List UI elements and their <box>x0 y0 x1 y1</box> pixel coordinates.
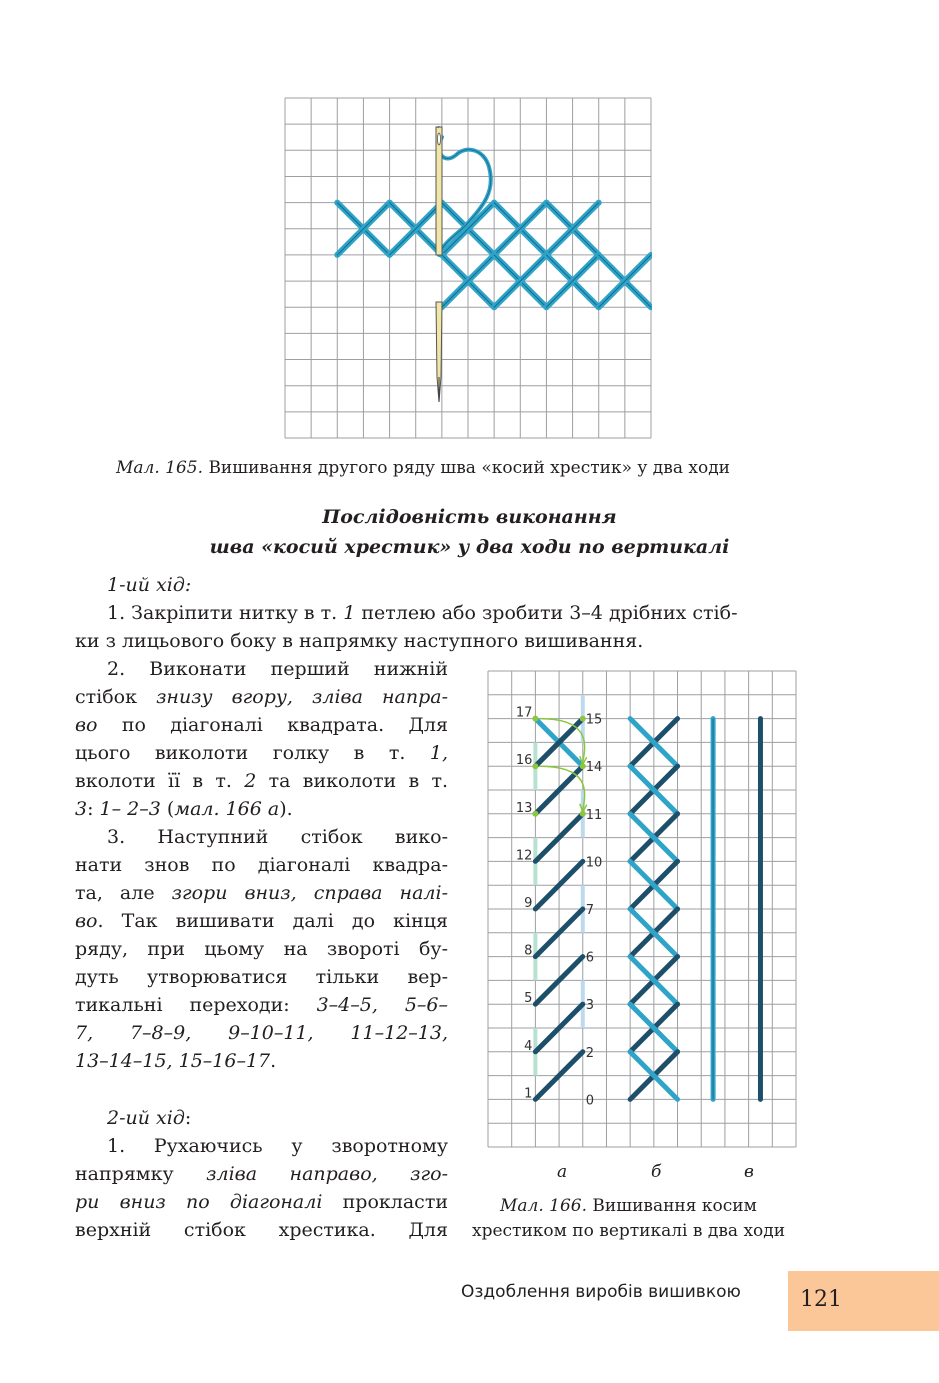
point-number-left: 1 <box>524 1086 533 1102</box>
pass1-step3-line4 <box>75 907 448 935</box>
pass1-title: 1-ий хід: <box>107 574 192 596</box>
pass1-step2-line2 <box>75 683 448 711</box>
point-number-left: 13 <box>515 800 533 816</box>
step2-line5-c: та виколоти в т. <box>256 770 448 792</box>
pass2-line3-a: ри вниз по діагоналі <box>75 1191 323 1213</box>
pass1-step3-line9 <box>75 1047 276 1075</box>
section-heading-line2: шва «косий хрестик» у два ходи по вертикалі <box>209 536 730 558</box>
step2-line2-b: знизу вгору, зліва напра- <box>156 686 448 708</box>
point-number-left: 16 <box>515 753 533 769</box>
step3-line6-text: дуть утворюватися тільки вер- <box>75 966 448 988</box>
pass2-step1-line3 <box>75 1188 448 1216</box>
figure-166-sublabel-b: б <box>651 1162 662 1182</box>
figure-166-caption-line2: хрестиком по вертикалі в два ходи <box>472 1221 786 1241</box>
figure-166-sublabel-a: а <box>557 1162 568 1182</box>
step3-line3-b: згори вниз, справа налі- <box>171 882 448 904</box>
step3-line5-text: ряду, при цьому на звороті бу- <box>75 938 448 960</box>
pass2-step1-line1 <box>107 1132 448 1160</box>
step3-line8-text: 7, 7–8–9, 9–10–11, 11–12–13, <box>75 1022 448 1044</box>
pass1-step3-line2 <box>75 851 448 879</box>
figure-166-caption-text1: Вишивання косим <box>587 1196 757 1216</box>
point-number-right: 15 <box>585 712 603 728</box>
step2-line3-a: во <box>75 714 98 736</box>
step3-line3-a: та, але <box>75 882 172 904</box>
pass1-step3-line3 <box>75 879 448 907</box>
pass1-step3-line1 <box>107 823 448 851</box>
stitch-point <box>532 763 538 769</box>
step2-line1-text: 2. Виконати перший нижній <box>107 658 448 680</box>
step3-line4-b: . Так вишивати далі до кінця <box>97 910 448 932</box>
needle-upper <box>436 127 442 255</box>
figure-166-caption-line1 <box>500 1196 757 1216</box>
pass1-step3-line6 <box>75 963 448 991</box>
page-number-box <box>788 1271 939 1331</box>
figure-166-sublabel-c: в <box>744 1162 754 1182</box>
point-number-right: 6 <box>585 950 595 966</box>
point-number-right: 2 <box>585 1045 595 1061</box>
figure-165-caption-text: Вишивання другого ряду шва «косий хрестик» у два ходи <box>208 458 730 478</box>
step3-line9-end: . <box>270 1050 277 1072</box>
step2-line4-a: цього виколоти голку в т. <box>75 742 430 764</box>
pass1-step3-line7 <box>75 991 448 1019</box>
pass1-step1-line1 <box>107 599 738 627</box>
step1-text-b: петлею або зробити 3–4 дрібних стіб- <box>355 602 738 624</box>
page-number: 121 <box>800 1287 842 1312</box>
point-number-left: 4 <box>524 1038 533 1054</box>
step3-line4-a: во <box>75 910 98 932</box>
point-number-left: 8 <box>524 943 533 959</box>
step2-line6-e: мал. 166 а <box>174 798 280 820</box>
step2-line6-a: 3 <box>75 798 88 820</box>
pass2-line2-b: зліва направо, зго- <box>206 1163 448 1185</box>
step1-point-number: 1 <box>343 602 356 624</box>
pass1-step2-line3 <box>75 711 448 739</box>
stitch-point <box>532 716 538 722</box>
step3-line9-text: 13–14–15, 15–16–17 <box>75 1050 271 1072</box>
step2-line6-c: 1– 2–3 <box>99 798 161 820</box>
pass1-step3-line5 <box>75 935 448 963</box>
pass1-step2-line1 <box>107 655 448 683</box>
stitch-point <box>532 811 538 817</box>
pass1-step1-line2: ки з лицьового боку в напрямку наступного вишивання. <box>75 630 644 652</box>
point-number-left: 12 <box>515 848 533 864</box>
step2-line2-a: стібок <box>75 686 157 708</box>
step2-line3-b: по діагоналі квадрата. Для <box>97 714 448 736</box>
step2-line5-b: 2 <box>244 770 257 792</box>
step3-line7-b: 3–4–5, 5–6– <box>316 994 448 1016</box>
point-number-left: 5 <box>524 991 533 1007</box>
point-number-right: 11 <box>585 807 603 823</box>
step3-line7-a: тикальні переходи: <box>75 994 317 1016</box>
pass2-line1-text: 1. Рухаючись у зворотному <box>107 1135 448 1157</box>
point-number-right: 14 <box>585 760 603 776</box>
point-number-left: 17 <box>515 705 533 721</box>
point-number-right: 10 <box>585 855 603 871</box>
pass2-title-text: 2-ий хід <box>107 1107 185 1129</box>
pass2-title <box>107 1104 191 1132</box>
section-heading-line1: Послідовність виконання <box>322 506 617 528</box>
pass2-line4-text: верхній стібок хрестика. Для <box>75 1219 448 1241</box>
pass2-step1-line2 <box>75 1160 448 1188</box>
step2-line6-f: ). <box>279 798 293 820</box>
figure-165-caption-label: Мал. 165. <box>116 458 204 478</box>
point-number-right: 7 <box>585 903 595 918</box>
step2-line6-b: : <box>87 798 100 820</box>
figure-166-caption-label: Мал. 166. <box>500 1196 588 1216</box>
step2-line5-a: вколоти її в т. <box>75 770 245 792</box>
pass2-step1-line4 <box>75 1216 448 1244</box>
thread-loop <box>439 137 491 255</box>
figure-165-caption <box>116 458 730 478</box>
pass1-step2-line6 <box>75 795 293 823</box>
point-number-right: 0 <box>585 1093 595 1109</box>
pass2-line2-a: напрямку <box>75 1163 207 1185</box>
point-number-left: 9 <box>524 896 533 911</box>
point-number-right: 3 <box>585 998 595 1014</box>
step3-line2-text: нати знов по діагоналі квадра- <box>75 854 448 876</box>
step2-line6-d: ( <box>160 798 175 820</box>
pass1-step2-line5 <box>75 767 448 795</box>
pass1-step3-line8 <box>75 1019 448 1047</box>
pass1-step2-line4 <box>75 739 448 767</box>
pass2-line3-b: прокласти <box>322 1191 448 1213</box>
step1-text-a: 1. Закріпити нитку в т. <box>107 602 344 624</box>
footer-section-title: Оздоблення виробів вишивкою <box>461 1282 741 1302</box>
step2-line4-b: 1, <box>429 742 448 764</box>
figure-165-illustration <box>284 97 652 439</box>
step3-line1-text: 3. Наступний стібок вико- <box>107 826 448 848</box>
pass2-title-colon: : <box>184 1107 192 1129</box>
figure-166-illustration <box>487 670 797 1148</box>
